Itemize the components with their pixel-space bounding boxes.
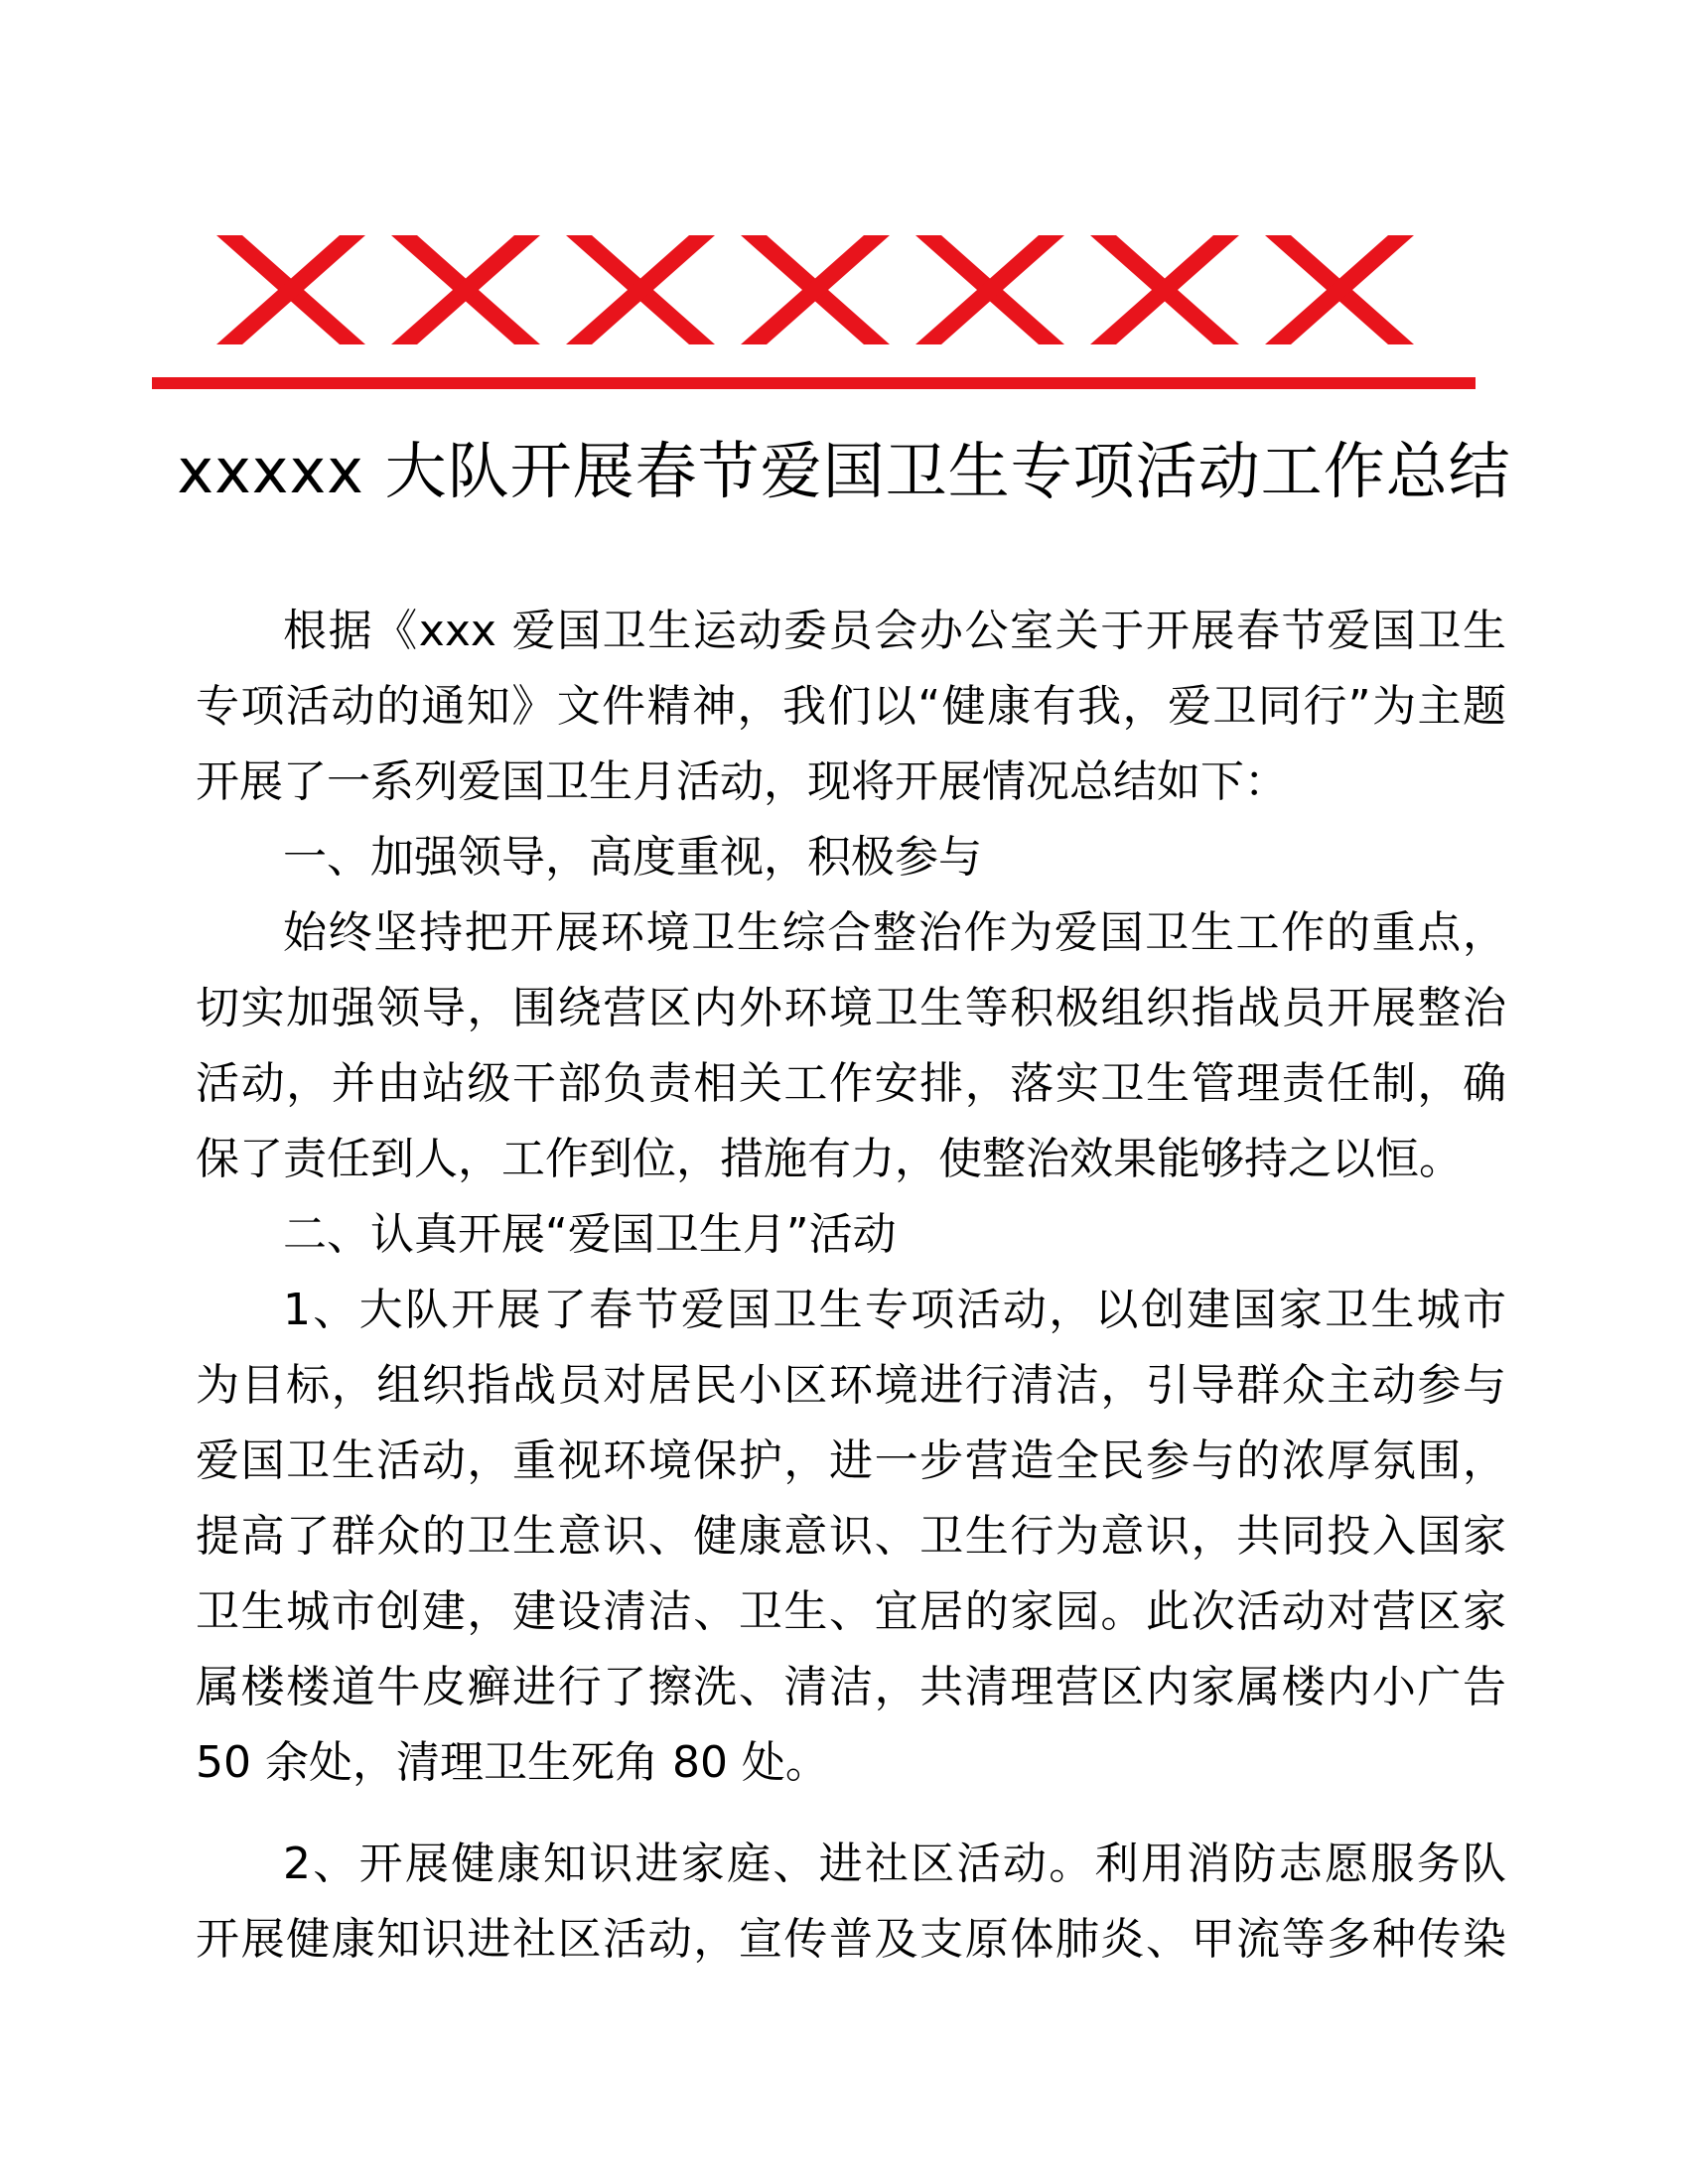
letterhead-x-mark	[915, 235, 1064, 344]
letterhead-red-rule	[152, 377, 1476, 389]
paragraph-1-line-2: 专项活动的通知》文件精神，我们以“健康有我，爱卫同行”为主题	[196, 681, 1506, 732]
letterhead-marks	[0, 230, 1688, 349]
paragraph-3-line-5: 卫生城市创建，建设清洁、卫生、宜居的家园。此次活动对营区家	[196, 1586, 1506, 1637]
paragraph-2-line-2: 切实加强领导，围绕营区内外环境卫生等积极组织指战员开展整治	[196, 983, 1506, 1033]
paragraph-2-line-4: 保了责任到人，工作到位，措施有力，使整治效果能够持之以恒。	[196, 1134, 1463, 1184]
paragraph-3-line-6: 属楼楼道牛皮癣进行了擦洗、清洁，共清理营区内家属楼内小广告	[196, 1662, 1506, 1712]
paragraph-4-line-1: 2、开展健康知识进家庭、进社区活动。利用消防志愿服务队	[283, 1839, 1506, 1889]
letterhead-graphic	[0, 230, 1688, 349]
document-title: xxxxx 大队开展春节爱国卫生专项活动工作总结	[177, 435, 1511, 507]
paragraph-3-line-2: 为目标，组织指战员对居民小区环境进行清洁，引导群众主动参与	[196, 1360, 1506, 1411]
letterhead-x-mark	[216, 235, 365, 344]
paragraph-3-line-7: 50 余处，清理卫生死角 80 处。	[196, 1737, 829, 1788]
letterhead-x-mark	[1090, 235, 1239, 344]
paragraph-2-line-1: 始终坚持把开展环境卫生综合整治作为爱国卫生工作的重点，	[283, 907, 1506, 958]
paragraph-1-line-1: 根据《xxx 爱国卫生运动委员会办公室关于开展春节爱国卫生	[283, 606, 1506, 656]
paragraph-1-line-3: 开展了一系列爱国卫生月活动，现将开展情况总结如下：	[196, 756, 1288, 807]
paragraph-3-line-4: 提高了群众的卫生意识、健康意识、卫生行为意识，共同投入国家	[196, 1511, 1506, 1562]
letterhead-x-mark	[566, 235, 715, 344]
letterhead-x-mark	[1265, 235, 1414, 344]
paragraph-3-line-3: 爱国卫生活动，重视环境保护，进一步营造全民参与的浓厚氛围，	[196, 1435, 1506, 1486]
letterhead-x-mark	[391, 235, 540, 344]
paragraph-3-line-1: 1、大队开展了春节爱国卫生专项活动，以创建国家卫生城市	[283, 1285, 1506, 1335]
document-body	[196, 594, 1506, 1978]
paragraph-spacer	[196, 1801, 1506, 1827]
section-heading-2: 二、认真开展“爱国卫生月”活动	[283, 1209, 897, 1260]
paragraph-2-line-3: 活动，并由站级干部负责相关工作安排，落实卫生管理责任制，确	[196, 1058, 1506, 1109]
paragraph-4-line-2: 开展健康知识进社区活动，宣传普及支原体肺炎、甲流等多种传染	[196, 1914, 1506, 1965]
section-heading-1: 一、加强领导，高度重视，积极参与	[283, 832, 982, 883]
letterhead-x-mark	[741, 235, 890, 344]
